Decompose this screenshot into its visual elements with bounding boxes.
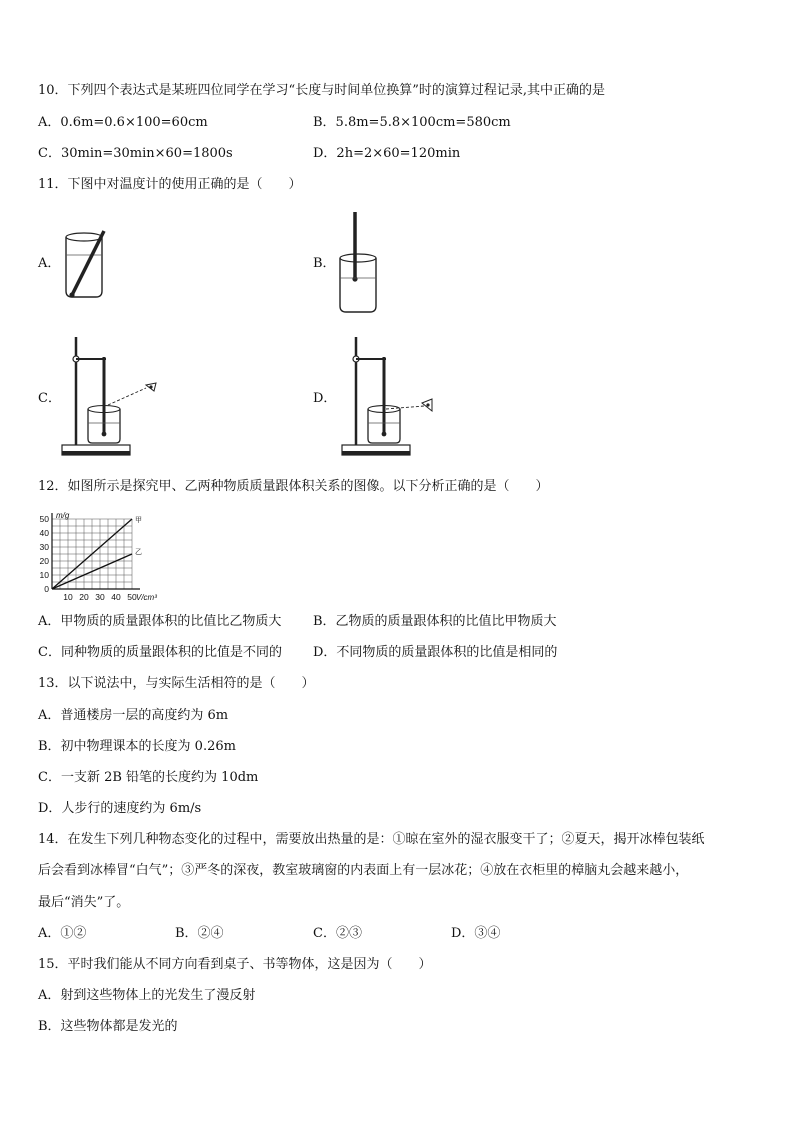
q11-figure-c-stand-eye-above	[60, 333, 170, 465]
y-tick-label: 0	[44, 584, 49, 594]
series-label-0: 甲	[135, 517, 142, 524]
x-axis-label: V/cm³	[136, 593, 157, 602]
q15-stem: 15．平时我们能从不同方向看到桌子、书等物体，这是因为（ ）	[38, 957, 432, 972]
chart-labels	[40, 511, 158, 602]
q12-option-b: B．乙物质的质量跟体积的比值比甲物质大	[313, 614, 557, 629]
series-label-1: 乙	[135, 549, 142, 556]
q10-option-d: D．2h=2×60=120min	[313, 146, 461, 161]
q14-stem-line-1: 14．在发生下列几种物态变化的过程中，需要放出热量的是：①晾在室外的湿衣服变干了；②夏天，揭开冰棒包装纸	[38, 832, 705, 847]
q10-option-a: A．0.6m=0.6×100=60cm	[38, 115, 208, 130]
q10-option-c: C．30min=30min×60=1800s	[38, 146, 233, 161]
q11-stem: 11．下图中对温度计的使用正确的是（ ）	[38, 177, 302, 192]
q15-option-a: A．射到这些物体上的光发生了漫反射	[38, 988, 256, 1003]
x-tick-label: 20	[79, 592, 89, 602]
q11-figure-d-stand-eye-level	[340, 333, 450, 465]
q11-label-a: A．	[38, 256, 61, 271]
q12-option-a: A．甲物质的质量跟体积的比值比乙物质大	[38, 614, 282, 629]
q10-stem: 10．下列四个表达式是某班四位同学在学习“长度与时间单位换算”时的演算过程记录,其中正确的是	[38, 83, 605, 98]
q11-label-b: B．	[313, 256, 336, 271]
y-tick-label: 50	[39, 514, 49, 524]
q13-option-d: D．人步行的速度约为 6m/s	[38, 801, 202, 816]
y-axis-label: m/g	[56, 511, 70, 520]
q11-figure-a-thermometer-tilted	[58, 225, 118, 300]
q14-stem-line-3: 最后“消失”了。	[38, 895, 130, 910]
q13-option-b: B．初中物理课本的长度为 0.26m	[38, 739, 236, 754]
q12-option-c: C．同种物质的质量跟体积的比值是不同的	[38, 645, 282, 660]
q15-option-b: B．这些物体都是发光的	[38, 1019, 178, 1034]
y-tick-label: 20	[39, 556, 49, 566]
q14-option-d: D．③④	[451, 926, 501, 941]
q12-stem: 12．如图所示是探究甲、乙两种物质质量跟体积关系的图像。以下分析正确的是（ ）	[38, 479, 549, 494]
q14-option-a: A．①②	[38, 926, 87, 941]
q14-stem-line-2: 后会看到冰棒冒“白气”；③严冬的深夜，教室玻璃窗的内表面上有一层冰花；④放在衣柜里的樟脑丸会越来越小，	[38, 863, 689, 878]
q14-option-c: C．②③	[313, 926, 362, 941]
q11-label-d: D．	[313, 391, 337, 406]
mass-volume-chart	[30, 505, 180, 605]
q11-figure-b-thermometer-above-cup	[336, 208, 386, 318]
q13-option-c: C．一支新 2B 铅笔的长度约为 10dm	[38, 770, 259, 785]
x-tick-label: 10	[63, 592, 73, 602]
q12-option-d: D．不同物质的质量跟体积的比值是相同的	[313, 645, 558, 660]
q14-option-b: B．②④	[175, 926, 224, 941]
q13-option-a: A．普通楼房一层的高度约为 6m	[38, 708, 229, 723]
q11-label-c: C．	[38, 391, 61, 406]
y-tick-label: 40	[39, 528, 49, 538]
q13-stem: 13．以下说法中，与实际生活相符的是（ ）	[38, 676, 315, 691]
x-tick-label: 40	[111, 592, 121, 602]
x-tick-label: 30	[95, 592, 105, 602]
y-tick-label: 10	[39, 570, 49, 580]
y-tick-label: 30	[39, 542, 49, 552]
x-tick-label: 50	[127, 592, 137, 602]
q10-option-b: B．5.8m=5.8×100cm=580cm	[313, 115, 511, 130]
